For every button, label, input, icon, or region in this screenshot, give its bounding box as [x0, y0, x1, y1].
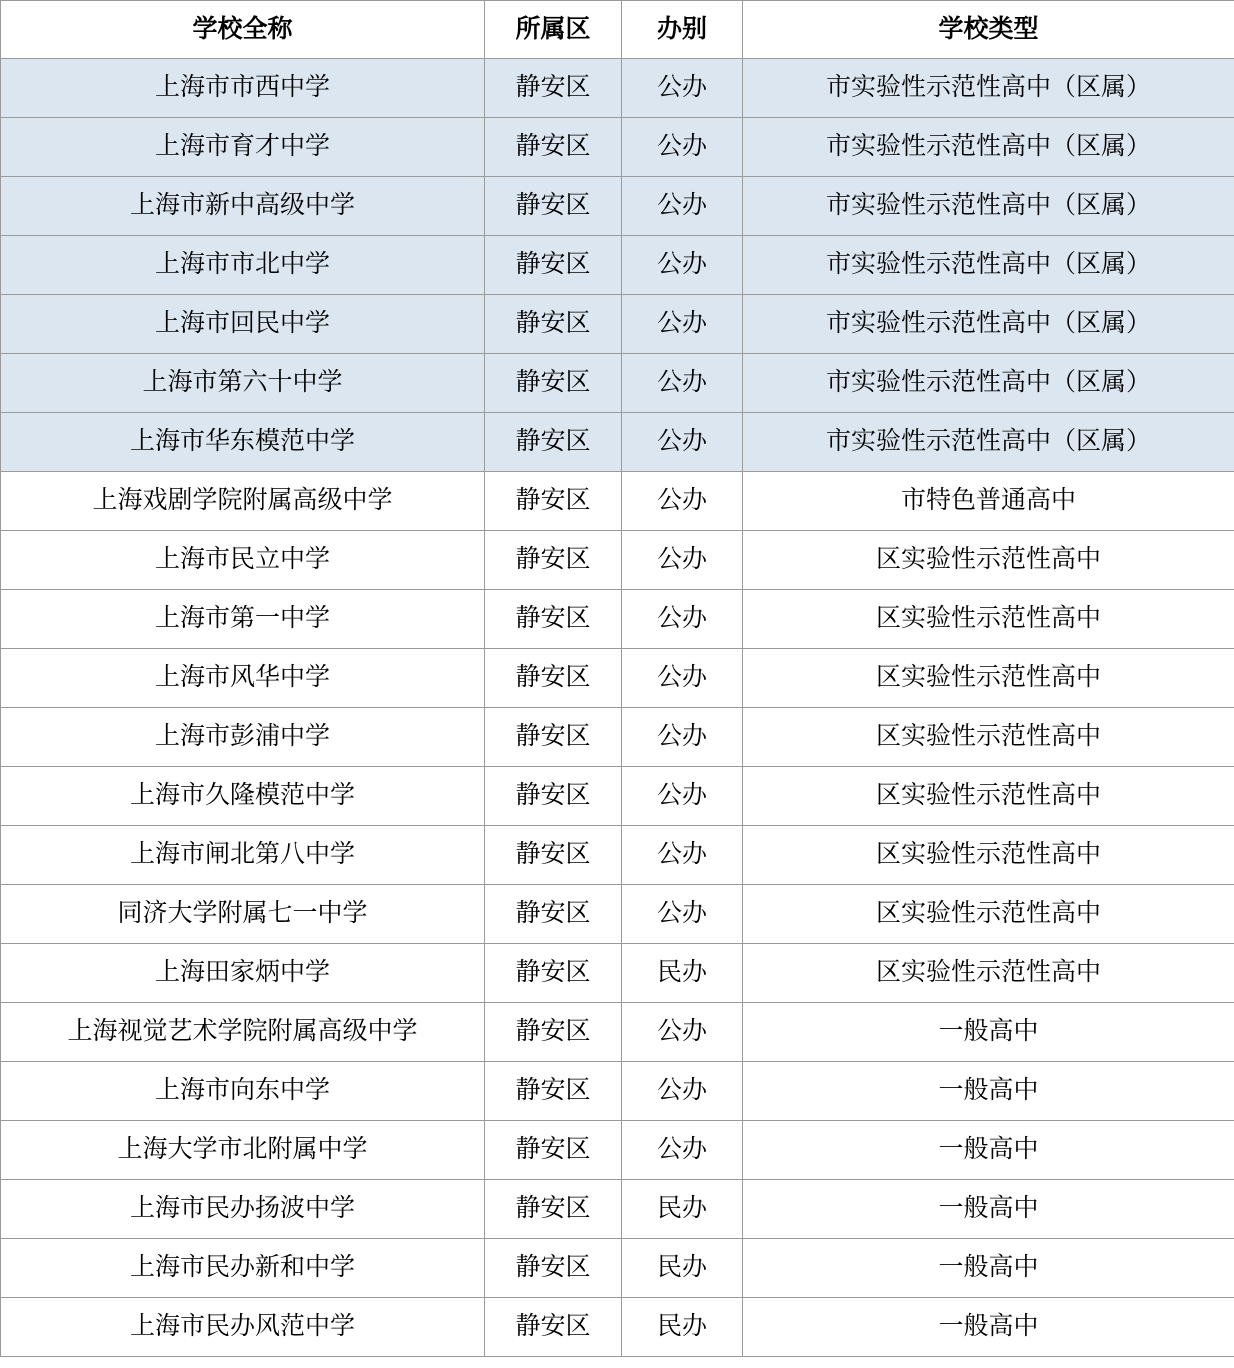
cell-school-category: 一般高中 — [743, 1298, 1234, 1357]
table-body — [1, 59, 1234, 1357]
cell-school-category: 市实验性示范性高中（区属） — [743, 177, 1234, 236]
cell-operation-type: 公办 — [622, 236, 743, 295]
cell-school-category: 区实验性示范性高中 — [743, 944, 1234, 1003]
cell-school-category: 一般高中 — [743, 1062, 1234, 1121]
cell-school-name: 上海视觉艺术学院附属高级中学 — [1, 1003, 485, 1062]
table-row — [1, 59, 1234, 118]
cell-operation-type: 公办 — [622, 649, 743, 708]
table-row — [1, 590, 1234, 649]
cell-operation-type: 公办 — [622, 531, 743, 590]
table-row — [1, 531, 1234, 590]
cell-school-name: 上海市育才中学 — [1, 118, 485, 177]
table-row — [1, 885, 1234, 944]
cell-school-name: 上海市市西中学 — [1, 59, 485, 118]
table-row — [1, 649, 1234, 708]
cell-district: 静安区 — [485, 944, 622, 1003]
cell-school-category: 市实验性示范性高中（区属） — [743, 236, 1234, 295]
table-row — [1, 354, 1234, 413]
table-header-row — [1, 1, 1234, 59]
column-header-school-name: 学校全称 — [1, 1, 485, 59]
cell-district: 静安区 — [485, 1121, 622, 1180]
table-row — [1, 1298, 1234, 1357]
cell-district: 静安区 — [485, 1062, 622, 1121]
cell-operation-type: 公办 — [622, 177, 743, 236]
cell-school-category: 区实验性示范性高中 — [743, 531, 1234, 590]
cell-district: 静安区 — [485, 1180, 622, 1239]
cell-district: 静安区 — [485, 177, 622, 236]
cell-school-category: 一般高中 — [743, 1003, 1234, 1062]
cell-school-category: 区实验性示范性高中 — [743, 590, 1234, 649]
cell-operation-type: 公办 — [622, 413, 743, 472]
cell-school-category: 市实验性示范性高中（区属） — [743, 59, 1234, 118]
table-row — [1, 1180, 1234, 1239]
cell-school-name: 上海市民办扬波中学 — [1, 1180, 485, 1239]
cell-district: 静安区 — [485, 354, 622, 413]
cell-school-name: 上海市闸北第八中学 — [1, 826, 485, 885]
cell-operation-type: 公办 — [622, 826, 743, 885]
cell-operation-type: 公办 — [622, 1062, 743, 1121]
cell-school-name: 上海市风华中学 — [1, 649, 485, 708]
cell-district: 静安区 — [485, 885, 622, 944]
cell-district: 静安区 — [485, 531, 622, 590]
cell-operation-type: 民办 — [622, 1180, 743, 1239]
table-row — [1, 472, 1234, 531]
cell-school-name: 上海市新中高级中学 — [1, 177, 485, 236]
cell-school-name: 上海市彭浦中学 — [1, 708, 485, 767]
cell-district: 静安区 — [485, 59, 622, 118]
table-row — [1, 413, 1234, 472]
cell-school-name: 上海市向东中学 — [1, 1062, 485, 1121]
cell-school-category: 市特色普通高中 — [743, 472, 1234, 531]
cell-school-category: 一般高中 — [743, 1121, 1234, 1180]
cell-operation-type: 公办 — [622, 1121, 743, 1180]
cell-school-category: 市实验性示范性高中（区属） — [743, 413, 1234, 472]
cell-operation-type: 公办 — [622, 118, 743, 177]
cell-school-name: 上海市市北中学 — [1, 236, 485, 295]
cell-district: 静安区 — [485, 118, 622, 177]
table-row — [1, 1003, 1234, 1062]
cell-school-name: 上海市第一中学 — [1, 590, 485, 649]
cell-school-name: 同济大学附属七一中学 — [1, 885, 485, 944]
cell-school-category: 区实验性示范性高中 — [743, 826, 1234, 885]
cell-school-name: 上海大学市北附属中学 — [1, 1121, 485, 1180]
cell-district: 静安区 — [485, 1003, 622, 1062]
cell-school-name: 上海市久隆模范中学 — [1, 767, 485, 826]
cell-district: 静安区 — [485, 767, 622, 826]
table-row — [1, 1239, 1234, 1298]
table-row — [1, 767, 1234, 826]
table-row — [1, 295, 1234, 354]
cell-district: 静安区 — [485, 826, 622, 885]
cell-school-category: 市实验性示范性高中（区属） — [743, 295, 1234, 354]
table-row — [1, 1062, 1234, 1121]
cell-operation-type: 民办 — [622, 1298, 743, 1357]
table-row — [1, 236, 1234, 295]
cell-school-category: 区实验性示范性高中 — [743, 885, 1234, 944]
cell-operation-type: 民办 — [622, 1239, 743, 1298]
cell-school-name: 上海市华东模范中学 — [1, 413, 485, 472]
table-row — [1, 118, 1234, 177]
cell-school-name: 上海田家炳中学 — [1, 944, 485, 1003]
cell-district: 静安区 — [485, 1239, 622, 1298]
table-row — [1, 708, 1234, 767]
cell-district: 静安区 — [485, 590, 622, 649]
cell-school-category: 区实验性示范性高中 — [743, 767, 1234, 826]
cell-school-name: 上海市民立中学 — [1, 531, 485, 590]
cell-operation-type: 公办 — [622, 295, 743, 354]
table-row — [1, 1121, 1234, 1180]
cell-operation-type: 公办 — [622, 590, 743, 649]
table-header — [1, 1, 1234, 59]
column-header-operation-type: 办别 — [622, 1, 743, 59]
cell-school-category: 区实验性示范性高中 — [743, 649, 1234, 708]
cell-school-name: 上海市民办风范中学 — [1, 1298, 485, 1357]
column-header-school-category: 学校类型 — [743, 1, 1234, 59]
cell-school-category: 区实验性示范性高中 — [743, 708, 1234, 767]
cell-district: 静安区 — [485, 413, 622, 472]
cell-operation-type: 公办 — [622, 767, 743, 826]
cell-school-category: 一般高中 — [743, 1180, 1234, 1239]
cell-district: 静安区 — [485, 472, 622, 531]
cell-operation-type: 公办 — [622, 1003, 743, 1062]
cell-district: 静安区 — [485, 708, 622, 767]
table-row — [1, 177, 1234, 236]
cell-school-category: 一般高中 — [743, 1239, 1234, 1298]
cell-operation-type: 公办 — [622, 885, 743, 944]
cell-operation-type: 公办 — [622, 354, 743, 413]
cell-operation-type: 公办 — [622, 708, 743, 767]
cell-school-name: 上海市回民中学 — [1, 295, 485, 354]
cell-operation-type: 公办 — [622, 472, 743, 531]
cell-operation-type: 民办 — [622, 944, 743, 1003]
cell-district: 静安区 — [485, 649, 622, 708]
cell-district: 静安区 — [485, 1298, 622, 1357]
table-row — [1, 944, 1234, 1003]
cell-school-category: 市实验性示范性高中（区属） — [743, 354, 1234, 413]
column-header-district: 所属区 — [485, 1, 622, 59]
cell-school-name: 上海戏剧学院附属高级中学 — [1, 472, 485, 531]
cell-school-category: 市实验性示范性高中（区属） — [743, 118, 1234, 177]
cell-district: 静安区 — [485, 236, 622, 295]
table-row — [1, 826, 1234, 885]
cell-school-name: 上海市第六十中学 — [1, 354, 485, 413]
cell-district: 静安区 — [485, 295, 622, 354]
cell-school-name: 上海市民办新和中学 — [1, 1239, 485, 1298]
cell-operation-type: 公办 — [622, 59, 743, 118]
